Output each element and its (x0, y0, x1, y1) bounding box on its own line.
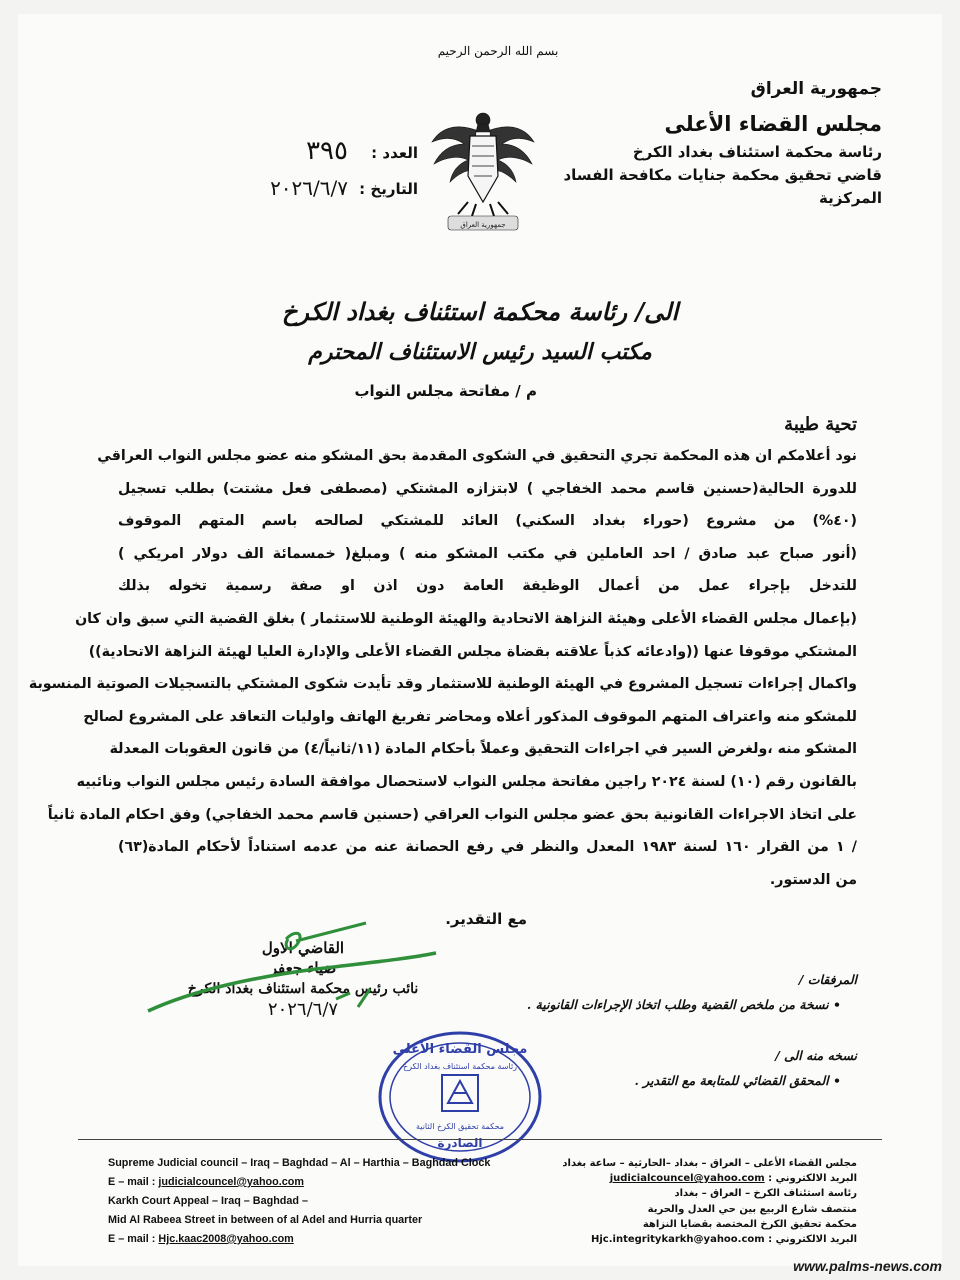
email-label: البريد الالكتروني : (764, 1173, 857, 1185)
email-link[interactable]: judicialcouncel@yahoo.com (609, 1173, 765, 1185)
greeting: تحية طيبة (784, 414, 857, 435)
stamp-line-4: الصادرة (437, 1136, 483, 1150)
addressee-line: الى/ رئاسة محكمة استئناف بغداد الكرخ (281, 297, 679, 326)
court-name: رئاسة محكمة استئناف بغداد الكرخ (632, 142, 882, 161)
footer-en-email-row (108, 1173, 538, 1192)
attachments-label: المرفقات / (798, 972, 857, 987)
addressee-office: مكتب السيد رئيس الاستئناف المحترم (308, 339, 652, 365)
footer-arabic (527, 1156, 857, 1247)
email-label: البريد الالكتروني : (764, 1234, 857, 1246)
email-label: E – mail : (108, 1176, 159, 1188)
body-line: بالقانون رقم (١٠) لسنة ٢٠٢٤ راجين مفاتحة مجلس النواب لاستحصال موافقة السادة رئيس مجلس النواب ونائبيه (76, 773, 857, 790)
number-value: ٣٩٥ (306, 136, 348, 166)
signature-date: ٢٠٢٦/٦/٧ (267, 999, 339, 1020)
body-line: للمشكو منه واعتراف المتهم الموقوف المذكور أعلاه ومحاضر تفريغ الهاتف واوليات التعاقد على المشروع لصالح (83, 708, 857, 725)
central-label: المركزية (819, 189, 882, 208)
footer-en-email-row (108, 1230, 538, 1249)
number-row (218, 136, 418, 172)
stamp-line-2: رئاسة محكمة استئناف بغداد الكرخ (402, 1062, 518, 1071)
iraq-eagle-emblem-icon (428, 106, 538, 238)
document-page (18, 14, 942, 1266)
copy-label: نسخه منه الى / (775, 1048, 857, 1063)
email-link[interactable]: Hjc.integritykarkh@yahoo.com (591, 1234, 765, 1246)
letterhead (522, 76, 882, 211)
signer-name: ضياء جعفر (269, 959, 337, 977)
footer-ar-email-row (527, 1171, 857, 1186)
body-line: للدورة الحالية(حسنين قاسم محمد الخفاجي ) لابتزازه المشتكي (مصطفى فعل مشتت) بطلب تسجيل (118, 480, 857, 497)
court-stamp-icon (376, 1029, 544, 1165)
closing-regards: مع التقدير. (445, 910, 527, 928)
council-name: مجلس القضاء الأعلى (664, 112, 882, 137)
email-label: E – mail : (108, 1233, 159, 1245)
date-label: التاريخ : (359, 180, 418, 198)
body-line: المشكو منه ،ولغرض السير في اجراءات التحقيق وعملاً بأحكام المادة (١١/ثانياً/٤) من قانون العقوبات المعدلة (109, 741, 857, 758)
email-link[interactable]: Hjc.kaac2008@yahoo.com (158, 1233, 294, 1245)
attachments-block (497, 972, 857, 1124)
signer-position: نائب رئيس محكمة استئناف بغداد الكرخ (187, 981, 419, 997)
judge-title: قاضي تحقيق محكمة جنايات مكافحة الفساد (563, 166, 882, 185)
body-line: للتدخل بإجراء عمل من أعمال الوظيفة العامة دون اذن او صفة رسمية تخوله بذلك (118, 578, 857, 595)
footer-ar-line: رئاسة استئناف الكرخ – العراق – بغداد (674, 1188, 857, 1200)
signer-title: القاضي الاول (261, 939, 345, 957)
country-name: جمهورية العراق (750, 79, 882, 99)
emblem-caption: جمهورية العراق (460, 221, 506, 229)
date-value: ٢٠٢٦/٦/٧ (270, 176, 348, 200)
footer-en-line: Karkh Court Appeal – Iraq – Baghdad – (108, 1195, 308, 1207)
footer-ar-email-row (527, 1232, 857, 1247)
email-link[interactable]: judicialcouncel@yahoo.com (158, 1176, 304, 1188)
body-line: / ١ من القرار ١٦٠ لسنة ١٩٨٣ المعدل والنظر في رفع الحصانة عنه من عدمه استناداً لأحكام المادة(٦٣) (118, 839, 857, 856)
number-label: العدد : (371, 144, 418, 162)
footer-divider (78, 1139, 882, 1140)
stamp-line-3: محكمة تحقيق الكرخ الثانية (415, 1122, 505, 1131)
body-line: من الدستور. (769, 871, 857, 888)
site-watermark: www.palms-news.com (793, 1258, 942, 1274)
footer-ar-line: مجلس القضاء الأعلى – العراق – بغداد –الحارثية – ساعة بغداد (562, 1158, 857, 1169)
body-line: (٤٠%) من مشروع (حوراء بغداد السكني) العائد للمشتكي لصالحه باسم المتهم الموقوف (118, 513, 857, 530)
body-line: المشتكي موقوفا عنها ((وادعائه كذباً علاقته بقضاة مجلس القضاء الأعلى والإدارة العليا لهيئة النزاهة الاتحادية)) (88, 643, 857, 660)
body-line: (أنور صباح عبد صادق / احد العاملين في مكتب المشكو منه ) ومبلغ( خمسمائة الف دولار امريكي ) (118, 545, 857, 562)
stamp-line-1: مجلس القضاء الأعلى (392, 1042, 528, 1057)
body-line: (بإعمال مجلس القضاء الأعلى وهيئة النزاهة الاتحادية والهيئة الوطنية للاستثمار ) بغلق القضية التي سبق وان كان (75, 610, 857, 627)
copy-item: • المحقق القضائي للمتابعة مع التقدير . (497, 1073, 841, 1088)
basmala: بسم الله الرحمن الرحيم (437, 44, 559, 58)
footer-en-line: Supreme Judicial council – Iraq – Baghdad – Al – Harthia – Baghdad Clock (108, 1157, 491, 1169)
body-line: نود أعلامكم ان هذه المحكمة تجري التحقيق في الشكوى المقدمة بحق المشكو منه عضو مجلس النواب العراقي (97, 448, 857, 464)
date-row (218, 172, 418, 208)
footer-ar-line: منتصف شارع الربيع بين حي العدل والحرية (647, 1203, 857, 1215)
footer-english (108, 1154, 538, 1249)
body-line: على اتخاذ الاجراءات القانونية بحق عضو مجلس النواب العراقي (حسنين قاسم محمد الخفاجي) وفق احكام المادة ثانياً (47, 806, 857, 823)
letter-body (28, 448, 857, 904)
footer-ar-line: محكمة تحقيق الكرخ المختصة بقضايا النزاهة (642, 1218, 857, 1230)
reference-block (218, 136, 418, 208)
green-signature-icon (136, 919, 466, 1019)
footer-en-line: Mid Al Rabeea Street in between of al Adel and Hurria quarter (108, 1214, 423, 1226)
body-line: واكمال إجراءات تسجيل المشروع في الهيئة الوطنية للاستثمار وقد تأيدت شكوى المشتكي بالتسجيلات الصوتية المنسوبة (28, 676, 857, 693)
subject-line: م / مفاتحة مجلس النواب (354, 382, 537, 400)
attachment-item: • نسخة من ملخص القضية وطلب اتخاذ الإجراءات القانونية . (497, 997, 841, 1012)
